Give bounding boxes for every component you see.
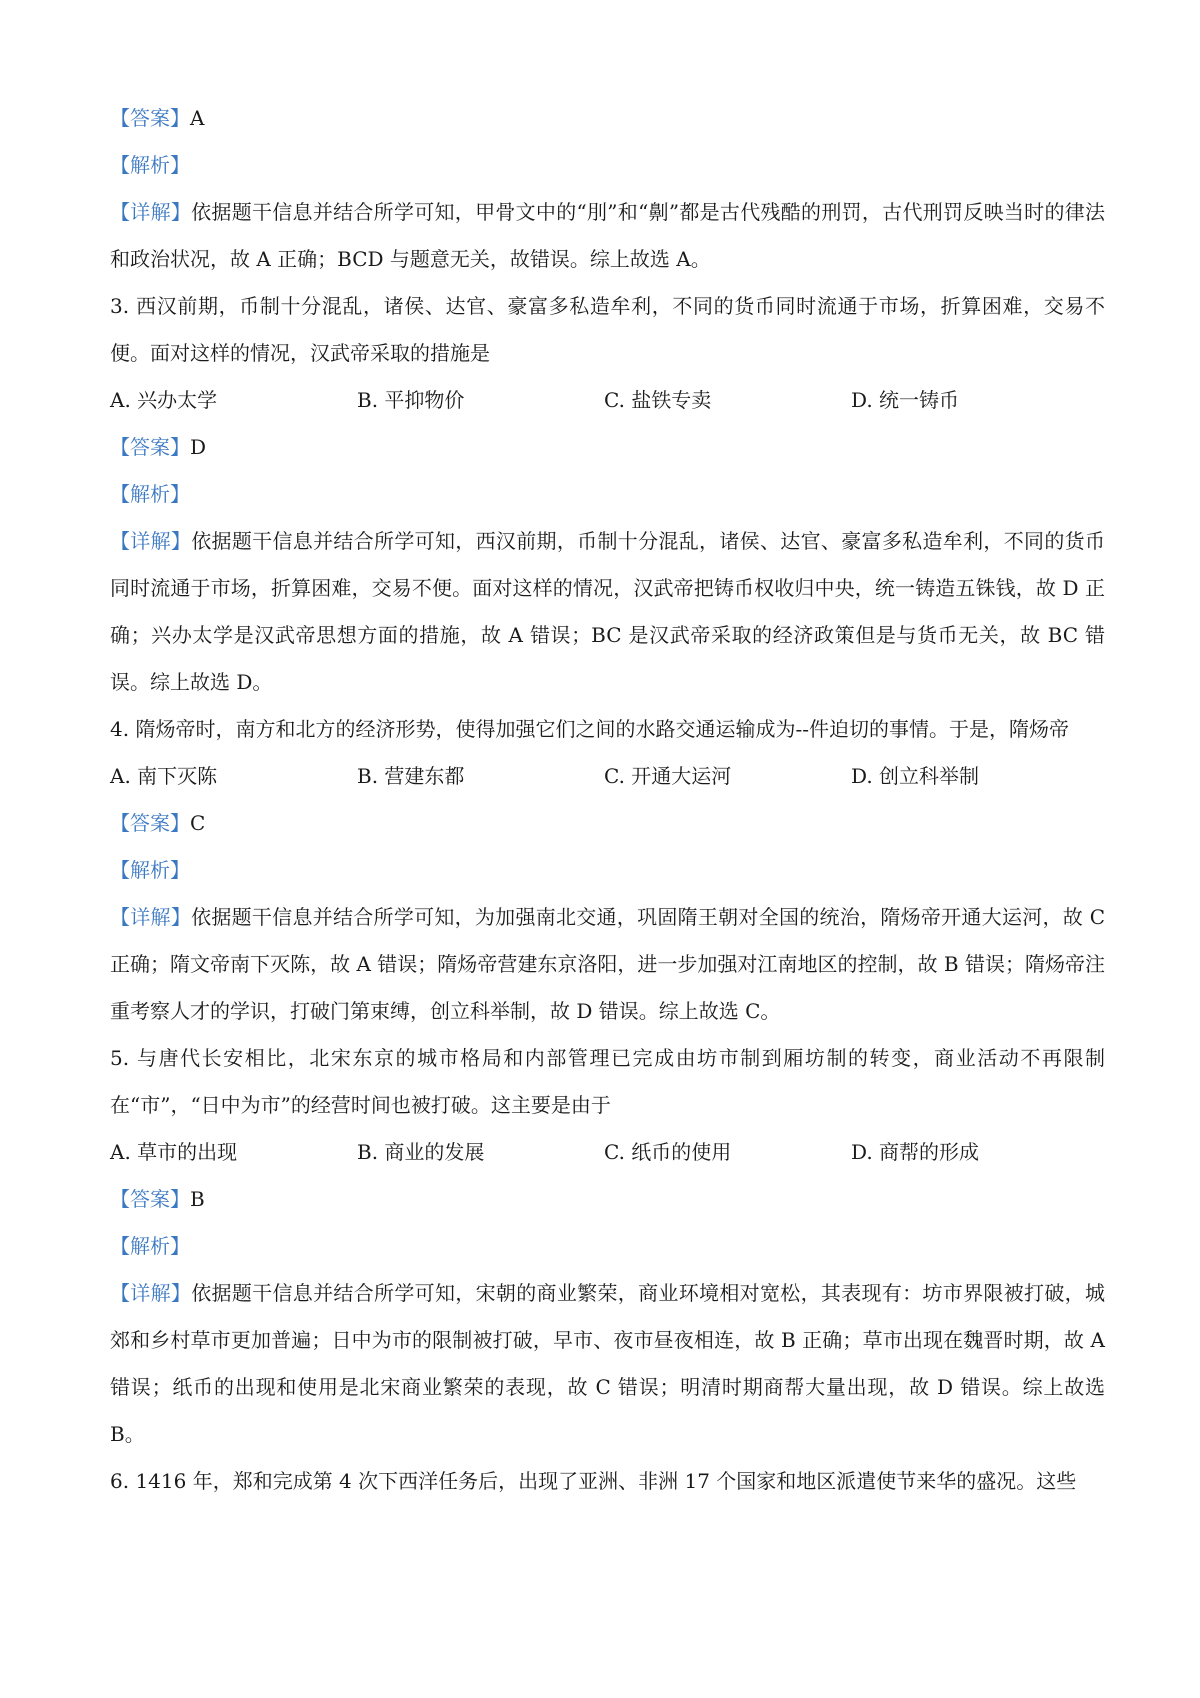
answer-line-q4 xyxy=(110,800,1105,847)
options-row-q4 xyxy=(110,753,1105,800)
detail-text: 依据题干信息并结合所学可知，西汉前期，币制十分混乱，诸侯、达官、豪富多私造牟利，不同的货币同时流通于市场，折算困难，交易不便。面对这样的情况，汉武帝把铸币权收归中央，统一铸造五铢钱，故 D 正确；兴办太学是汉武帝思想方面的措施，故 A 错误；BC 是汉武帝采取的经济政策但是与货币无关，故 BC 错误。综上故选 D。 xyxy=(110,529,1105,694)
detail-tag: 【详解】 xyxy=(110,905,192,929)
analysis-tag: 【解析】 xyxy=(110,858,190,882)
question-stem-q4: 4. 隋炀帝时，南方和北方的经济形势，使得加强它们之间的水路交通运输成为--件迫切的事情。于是，隋炀帝 xyxy=(110,717,1069,741)
answer-line-q5 xyxy=(110,1176,1105,1223)
question-stem-q5: 5. 与唐代长安相比，北宋东京的城市格局和内部管理已完成由坊市制到厢坊制的转变，商业活动不再限制在“市”，“日中为市”的经营时间也被打破。这主要是由于 xyxy=(110,1046,1105,1117)
answer-tag: 【答案】 xyxy=(110,811,190,835)
detail-paragraph-q2 xyxy=(110,189,1105,283)
option-d: D. 统一铸币 xyxy=(851,388,960,412)
question-stem-q3: 3. 西汉前期，币制十分混乱，诸侯、达官、豪富多私造牟利，不同的货币同时流通于市场，折算困难，交易不便。面对这样的情况，汉武帝采取的措施是 xyxy=(110,294,1105,365)
detail-tag: 【详解】 xyxy=(110,1281,192,1305)
option-b: B. 商业的发展 xyxy=(357,1140,485,1164)
options-row-q5 xyxy=(110,1129,1105,1176)
option-c: C. 盐铁专卖 xyxy=(604,388,712,412)
answer-tag: 【答案】 xyxy=(110,435,190,459)
analysis-tag: 【解析】 xyxy=(110,482,190,506)
detail-paragraph-q4 xyxy=(110,894,1105,1035)
detail-tag: 【详解】 xyxy=(110,529,192,553)
detail-text: 依据题干信息并结合所学可知，为加强南北交通，巩固隋王朝对全国的统治，隋炀帝开通大运河，故 C 正确；隋文帝南下灭陈，故 A 错误；隋炀帝营建东京洛阳，进一步加强对江南地区的控制，故 B 错误；隋炀帝注重考察人才的学识，打破门第束缚，创立科举制，故 D 错误。综上故选 C。 xyxy=(110,905,1105,1023)
option-b: B. 平抑物价 xyxy=(357,388,465,412)
option-d: D. 商帮的形成 xyxy=(851,1140,980,1164)
analysis-line-q4 xyxy=(110,847,1105,894)
answer-line-q2 xyxy=(110,95,1105,142)
analysis-tag: 【解析】 xyxy=(110,1234,190,1258)
options-row-q3 xyxy=(110,377,1105,424)
detail-paragraph-q3 xyxy=(110,518,1105,706)
option-a: A. 兴办太学 xyxy=(110,388,218,412)
answer-line-q3 xyxy=(110,424,1105,471)
document-page xyxy=(110,95,1105,1505)
analysis-line-q2 xyxy=(110,142,1105,189)
detail-text: 依据题干信息并结合所学可知，宋朝的商业繁荣，商业环境相对宽松，其表现有：坊市界限被打破，城郊和乡村草市更加普遍；日中为市的限制被打破，早市、夜市昼夜相连，故 B 正确；草市出现在魏晋时期，故 A 错误；纸币的出现和使用是北宋商业繁荣的表现，故 C 错误；明清时期商帮大量出现，故 D 错误。综上故选 B。 xyxy=(110,1281,1105,1446)
detail-tag: 【详解】 xyxy=(110,200,192,224)
answer-value: A xyxy=(190,106,205,130)
option-b: B. 营建东都 xyxy=(357,764,465,788)
answer-tag: 【答案】 xyxy=(110,106,190,130)
analysis-line-q3 xyxy=(110,471,1105,518)
answer-value: C xyxy=(190,811,206,835)
analysis-tag: 【解析】 xyxy=(110,153,190,177)
answer-value: B xyxy=(190,1187,205,1211)
answer-tag: 【答案】 xyxy=(110,1187,190,1211)
option-c: C. 开通大运河 xyxy=(604,764,732,788)
detail-paragraph-q5 xyxy=(110,1270,1105,1458)
answer-value: D xyxy=(190,435,207,459)
analysis-line-q5 xyxy=(110,1223,1105,1270)
option-a: A. 草市的出现 xyxy=(110,1140,238,1164)
option-d: D. 创立科举制 xyxy=(851,764,980,788)
option-a: A. 南下灭陈 xyxy=(110,764,218,788)
detail-text: 依据题干信息并结合所学可知，甲骨文中的“刖”和“劓”都是古代残酷的刑罚，古代刑罚反映当时的律法和政治状况，故 A 正确；BCD 与题意无关，故错误。综上故选 A。 xyxy=(110,200,1106,271)
question-stem-q6: 6. 1416 年，郑和完成第 4 次下西洋任务后，出现了亚洲、非洲 17 个国家和地区派遣使节来华的盛况。这些 xyxy=(110,1469,1077,1493)
option-c: C. 纸币的使用 xyxy=(604,1140,732,1164)
